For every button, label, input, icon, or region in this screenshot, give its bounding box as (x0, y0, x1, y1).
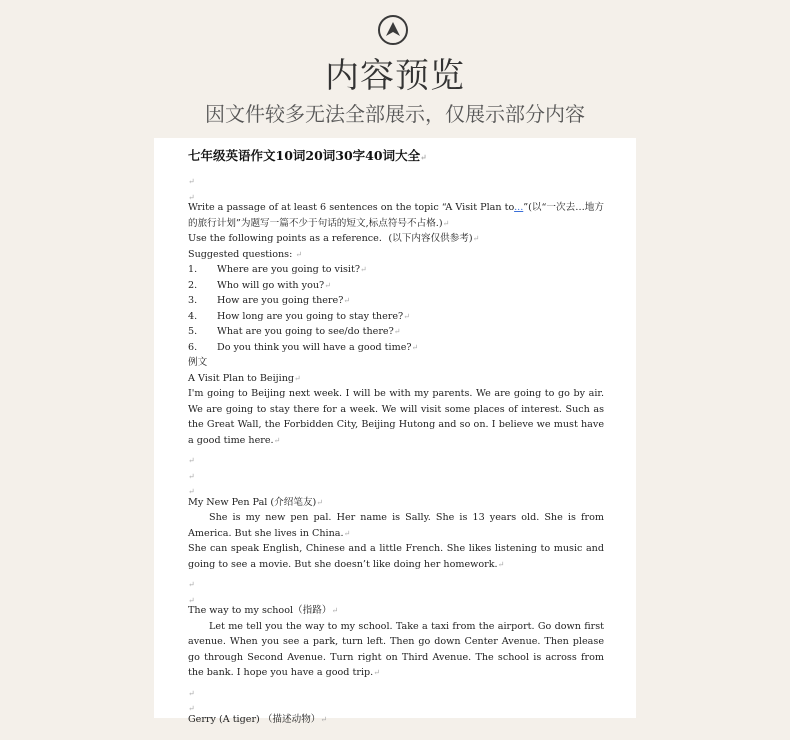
question-number: 3. (188, 295, 198, 306)
essay3-title: The way to my school（指路）↵ (188, 605, 339, 616)
question-text: How are you going there? (217, 295, 344, 306)
document-content (188, 146, 604, 727)
question-item: 5. What are you going to see/do there?↵ (188, 324, 604, 340)
example-label: 例文 (188, 357, 208, 368)
underlined-ellipsis: ... (514, 202, 524, 213)
blank-line: ↵ (188, 580, 195, 589)
question-item: 2. Who will go with you?↵ (188, 278, 604, 294)
blank-line: ↵ (188, 192, 195, 202)
question-item: 1. Where are you going to visit?↵ (188, 262, 604, 278)
essay1-title: A Visit Plan to Beijing↵ (188, 372, 301, 384)
essay1-body: I'm going to Beijing next week. I will be with my parents. We are going to go by air. We are going to stay there for a week. We will visit some places of interest. Such as the Great Wall, the Forbidden City, Beijing Hutong and so on. I believe we must have a good time here.↵ (188, 388, 604, 446)
question-item: 4. How long are you going to stay there?↵ (188, 309, 604, 325)
question-text: What are you going to see/do there? (217, 326, 394, 337)
blank-line: ↵ (188, 595, 195, 605)
suggested-questions-label: Suggested questions: ↵ (188, 248, 303, 260)
question-number: 6. (188, 341, 198, 353)
essay2-paragraph-1: She is my new pen pal. Her name is Sally. She is 13 years old. She is from America. But she lives in China.↵ (188, 512, 604, 539)
essay3-body: Let me tell you the way to my school. Take a taxi from the airport. Go down first avenue. When you see a park, turn left. Then go down Center Avenue. Then please go through Second Avenue. Turn right on Third Avenue. The school is across from the bank. I hope you have a good trip.↵ (188, 620, 604, 678)
blank-line: ↵ (188, 487, 195, 496)
essay2-paragraph-2: She can speak English, Chinese and a little French. She likes listening to music and going to see a movie. But she doesn’t like doing her homework.↵ (188, 543, 604, 570)
question-item: 3. How are you going there?↵ (188, 293, 604, 309)
question-text: How long are you going to stay there? (217, 310, 404, 322)
question-text: Where are you going to visit? (217, 264, 361, 275)
blank-line: ↵ (188, 704, 195, 713)
question-text: Do you think you will have a good time? (217, 341, 412, 353)
intro-paragraph: Write a passage of at least 6 sentences on the topic “A Visit Plan to...”(以“一次去…地方的旅行计划”为题写一篇不少于句话的短文,标点符号不占格.)↵ (188, 202, 604, 229)
blank-line: ↵ (188, 456, 195, 465)
arrow-up-logo-icon (378, 15, 408, 45)
question-number: 1. (188, 264, 198, 275)
question-number: 2. (188, 279, 198, 291)
blank-line: ↵ (188, 177, 195, 186)
question-text: Who will go with you? (217, 279, 325, 291)
essay4-title: Gerry (A tiger) （描述动物）↵ (188, 713, 328, 725)
blank-line: ↵ (188, 471, 195, 481)
document-preview (154, 138, 636, 725)
page-title: 内容预览 (325, 56, 465, 96)
intro-reference-line: Use the following points as a reference．(以下内容仅供参考)↵ (188, 233, 480, 244)
question-item: 6. Do you think you will have a good time?↵ (188, 340, 604, 356)
preview-header (0, 0, 790, 135)
questions-list (188, 262, 604, 355)
document-title: 七年级英语作文10词20词30字40词大全↵ (188, 148, 427, 163)
question-number: 5. (188, 326, 198, 337)
essay2-title: My New Pen Pal (介绍笔友)↵ (188, 496, 323, 508)
blank-line: ↵ (188, 688, 195, 698)
question-number: 4. (188, 310, 198, 322)
page-subtitle: 因文件较多无法全部展示，仅展示部分内容 (205, 102, 585, 126)
